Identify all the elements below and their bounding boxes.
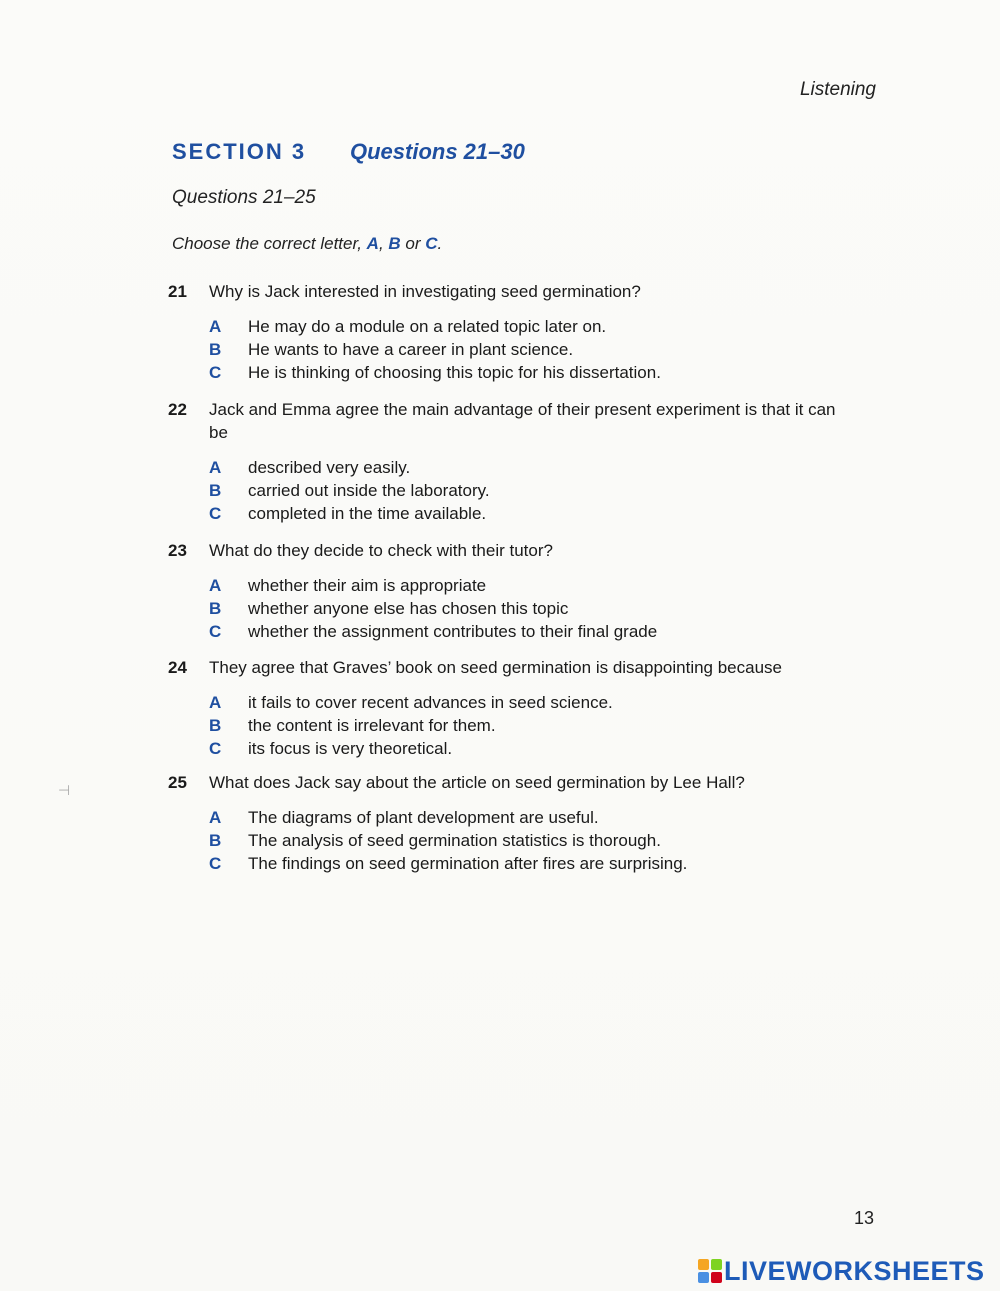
option-letter: B (209, 340, 222, 359)
instruction-sep-1: , (378, 234, 389, 253)
option-text: The findings on seed germination after fires are surprising. (248, 854, 688, 873)
option-text: described very easily. (248, 458, 411, 477)
option-text: He may do a module on a related topic later on. (248, 317, 607, 336)
question-25 (168, 771, 858, 875)
option-letter: B (209, 831, 222, 850)
logo-grid-icon (698, 1259, 722, 1283)
option-letter: C (209, 739, 222, 758)
liveworksheets-logo[interactable] (698, 1254, 985, 1288)
option-a[interactable] (209, 456, 858, 479)
question-22 (168, 398, 858, 525)
option-list (209, 806, 858, 875)
option-b[interactable] (209, 714, 858, 737)
option-letter: A (209, 808, 222, 827)
question-23 (168, 539, 858, 643)
option-text: completed in the time available. (248, 504, 487, 523)
instruction-letter-b: B (388, 234, 401, 253)
question-number: 25 (168, 773, 187, 792)
question-number: 23 (168, 541, 187, 560)
question-number: 24 (168, 658, 187, 677)
question-number: 21 (168, 282, 187, 301)
subsection-range: Questions 21–25 (172, 187, 316, 208)
instruction-suffix: . (437, 234, 443, 253)
option-letter: C (209, 504, 222, 523)
instruction-letter-a: A (366, 234, 379, 253)
option-letter: B (209, 716, 222, 735)
option-letter: B (209, 481, 222, 500)
instruction-prefix: Choose the correct letter, (172, 234, 367, 253)
option-text: whether the assignment contributes to their final grade (248, 622, 658, 641)
option-letter: A (209, 576, 222, 595)
option-letter: C (209, 854, 222, 873)
option-text: it fails to cover recent advances in seed science. (248, 693, 613, 712)
option-text: its focus is very theoretical. (248, 739, 453, 758)
question-number: 22 (168, 400, 187, 419)
option-text: He wants to have a career in plant science. (248, 340, 574, 359)
option-a[interactable] (209, 806, 858, 829)
option-c[interactable] (209, 852, 858, 875)
page-header-section-name: Listening (799, 79, 876, 100)
instruction-text (172, 234, 442, 254)
option-c[interactable] (209, 361, 858, 384)
question-21 (168, 280, 858, 384)
option-b[interactable] (209, 338, 858, 361)
option-list (209, 315, 858, 384)
option-c[interactable] (209, 620, 858, 643)
option-b[interactable] (209, 479, 858, 502)
option-text: whether anyone else has chosen this topic (248, 599, 569, 618)
section-questions-range: Questions 21–30 (350, 139, 525, 164)
option-letter: C (209, 622, 222, 641)
question-text: What does Jack say about the article on seed germination by Lee Hall? (209, 773, 745, 792)
instruction-letter-c: C (425, 234, 438, 253)
option-letter: A (209, 458, 222, 477)
question-24 (168, 656, 858, 760)
question-text: Why is Jack interested in investigating seed germination? (209, 282, 641, 301)
option-letter: A (209, 693, 222, 712)
option-a[interactable] (209, 691, 858, 714)
page-number: 13 (854, 1208, 875, 1228)
option-list (209, 456, 858, 525)
option-text: The diagrams of plant development are useful. (248, 808, 599, 827)
question-text: Jack and Emma agree the main advantage of their present experiment is that it can be (209, 400, 836, 442)
scan-margin-mark: ⊣ (58, 782, 71, 798)
option-text: the content is irrelevant for them. (248, 716, 496, 735)
option-list (209, 691, 858, 760)
option-c[interactable] (209, 502, 858, 525)
option-letter: A (209, 317, 222, 336)
question-text: They agree that Graves’ book on seed germination is disappointing because (209, 658, 783, 677)
option-text: He is thinking of choosing this topic for his dissertation. (248, 363, 661, 382)
option-a[interactable] (209, 315, 858, 338)
option-letter: B (209, 599, 222, 618)
option-letter: C (209, 363, 222, 382)
option-b[interactable] (209, 829, 858, 852)
option-b[interactable] (209, 597, 858, 620)
option-text: The analysis of seed germination statistics is thorough. (248, 831, 661, 850)
option-c[interactable] (209, 737, 858, 760)
question-text: What do they decide to check with their tutor? (209, 541, 553, 560)
option-list (209, 574, 858, 643)
instruction-sep-2: or (400, 234, 426, 253)
logo-text: LIVEWORKSHEETS (724, 1255, 985, 1286)
option-text: carried out inside the laboratory. (248, 481, 490, 500)
option-a[interactable] (209, 574, 858, 597)
option-text: whether their aim is appropriate (248, 576, 487, 595)
section-title: SECTION 3 (172, 139, 307, 164)
